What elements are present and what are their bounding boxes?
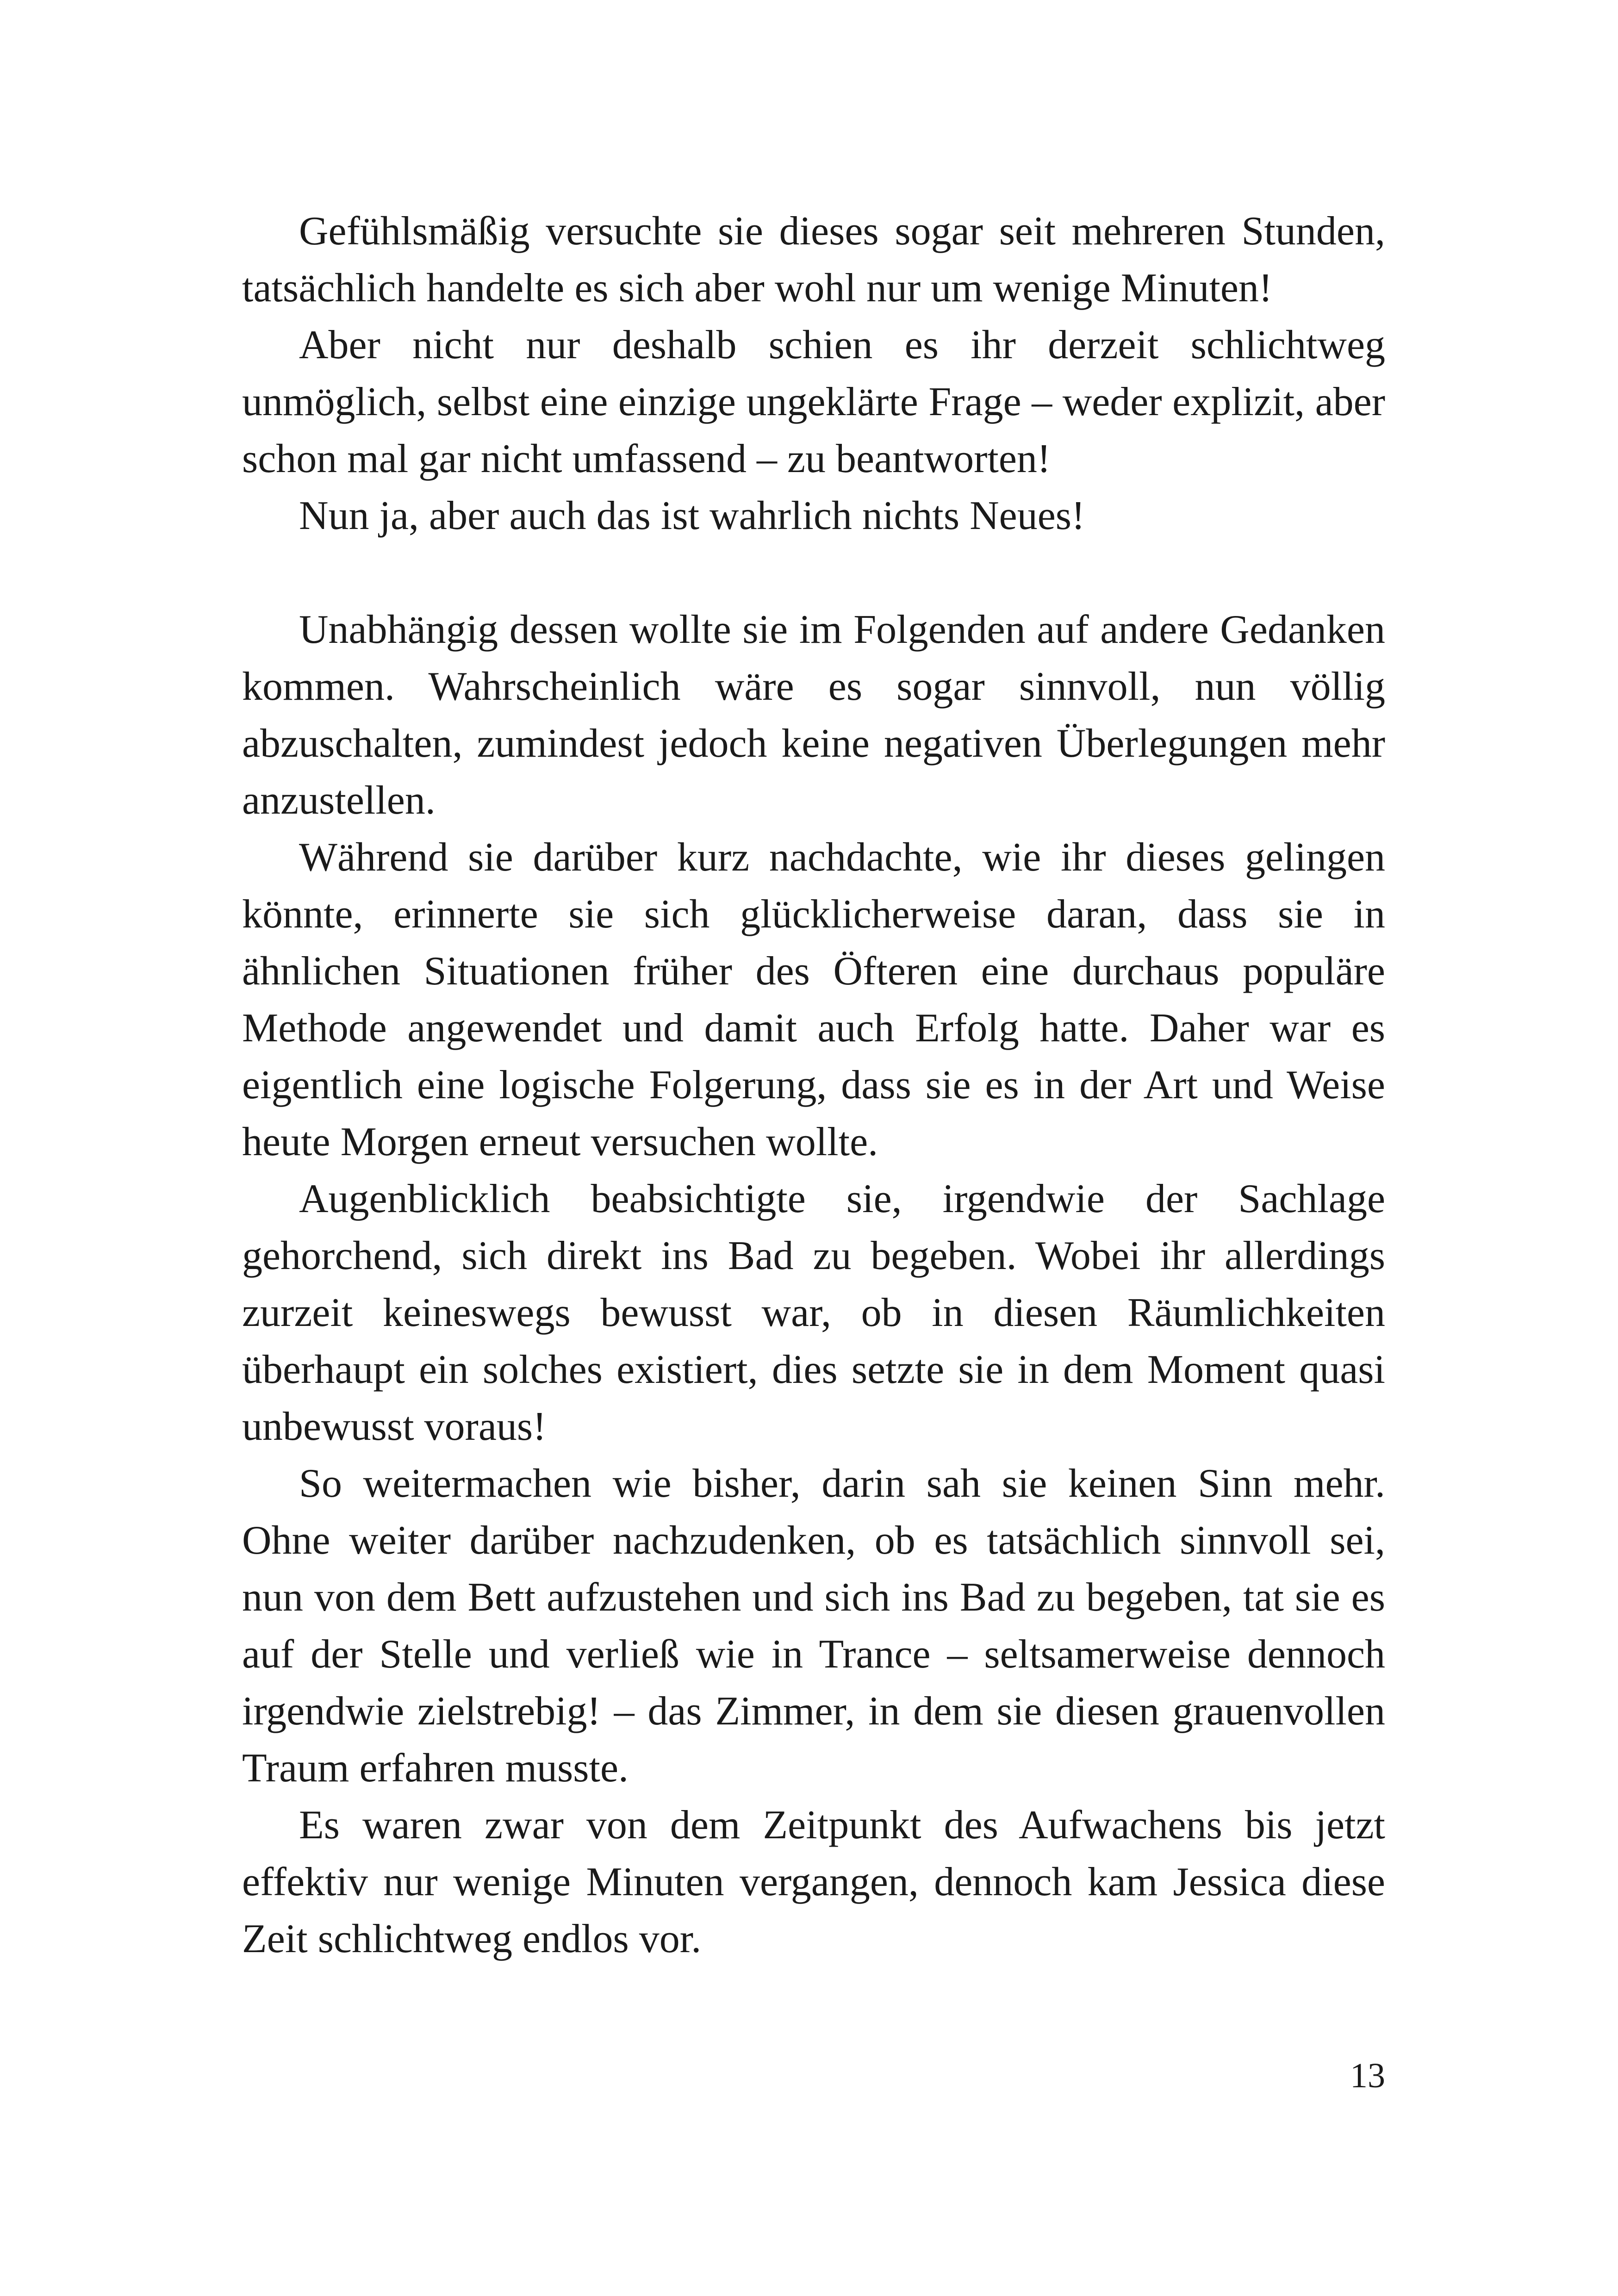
section-break xyxy=(242,544,1385,601)
body-text xyxy=(242,203,1385,1967)
paragraph: Es waren zwar von dem Zeitpunkt des Aufwachens bis jetzt effektiv nur wenige Minuten vergangen, dennoch kam Jessica diese Zeit schlichtweg endlos vor. xyxy=(242,1803,1385,1961)
paragraph: Während sie darüber kurz nachdachte, wie ihr dieses gelingen könnte, erinnerte sie sich glücklicherweise daran, dass sie in ähnlichen Situationen früher des Öfteren eine durchaus populäre Methode angewendet und damit auch Erfolg hatte. Daher war es eigentlich eine logische Folgerung, dass sie es in der Art und Weise heute Morgen erneut versuchen wollte. xyxy=(242,835,1385,1164)
paragraph: Nun ja, aber auch das ist wahrlich nichts Neues! xyxy=(299,493,1085,538)
paragraph: So weitermachen wie bisher, darin sah sie keinen Sinn mehr. Ohne weiter darüber nachzudenken, ob es tatsächlich sinnvoll sei, nun von dem Bett aufzustehen und sich ins Bad zu begeben, tat sie es auf der Stelle und verließ wie in Trance – seltsamerweise dennoch irgendwie zielstrebig! – das Zimmer, in dem sie diesen grauenvollen Traum erfahren musste. xyxy=(242,1461,1385,1791)
paragraph: Augenblicklich beabsichtigte sie, irgendwie der Sachlage gehorchend, sich direkt ins Bad zu begeben. Wobei ihr allerdings zurzeit keineswegs bewusst war, ob in diesen Räumlichkeiten überhaupt ein solches existiert, dies setzte sie in dem Moment quasi unbewusst voraus! xyxy=(242,1176,1385,1449)
paragraph: Aber nicht nur deshalb schien es ihr derzeit schlichtweg unmöglich, selbst eine einzige ungeklärte Frage – weder explizit, aber schon mal gar nicht umfassend – zu beantworten! xyxy=(242,323,1385,481)
page-number: 13 xyxy=(1350,2056,1385,2095)
paragraph: Unabhängig dessen wollte sie im Folgenden auf andere Gedanken kommen. Wahrscheinlich wäre es sogar sinnvoll, nun völlig abzuschalten, zumindest jedoch keine negativen Überlegungen mehr anzustellen. xyxy=(242,607,1385,823)
paragraph: Gefühlsmäßig versuchte sie dieses sogar seit mehreren Stunden, tatsächlich handelte es sich aber wohl nur um wenige Minuten! xyxy=(242,209,1385,311)
